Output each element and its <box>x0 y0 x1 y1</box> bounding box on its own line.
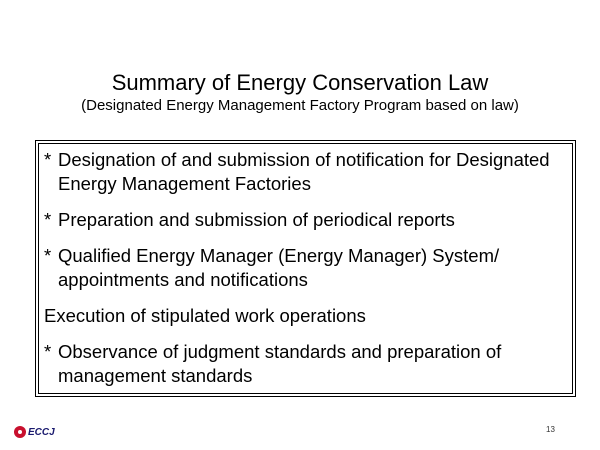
list-item-text: Qualified Energy Manager (Energy Manager) System/ appointments and notifications <box>58 245 500 290</box>
bullet-marker: * <box>44 245 52 266</box>
list-item-text: Preparation and submission of periodical reports <box>58 209 455 230</box>
eccj-logo-text: ECCJ <box>28 426 55 438</box>
list-item-text: Execution of stipulated work operations <box>44 305 366 326</box>
list-item <box>44 340 569 388</box>
list-item <box>44 304 569 328</box>
list-item-text: Observance of judgment standards and preparation of management standards <box>58 341 502 386</box>
list-item <box>44 244 569 292</box>
eccj-logo <box>14 425 55 439</box>
bullet-marker: * <box>44 209 52 230</box>
slide-title: Summary of Energy Conservation Law <box>111 70 489 95</box>
bullet-list <box>44 148 569 400</box>
list-item <box>44 208 569 232</box>
slide-subtitle: (Designated Energy Management Factory Program based on law) <box>81 97 519 114</box>
bullet-marker: * <box>44 149 52 170</box>
list-item-text: Designation of and submission of notification for Designated Energy Management Factories <box>58 149 550 194</box>
bullet-marker: * <box>44 341 52 362</box>
eccj-logo-icon <box>14 426 26 438</box>
page-number: 13 <box>546 425 555 434</box>
list-item <box>44 148 569 196</box>
